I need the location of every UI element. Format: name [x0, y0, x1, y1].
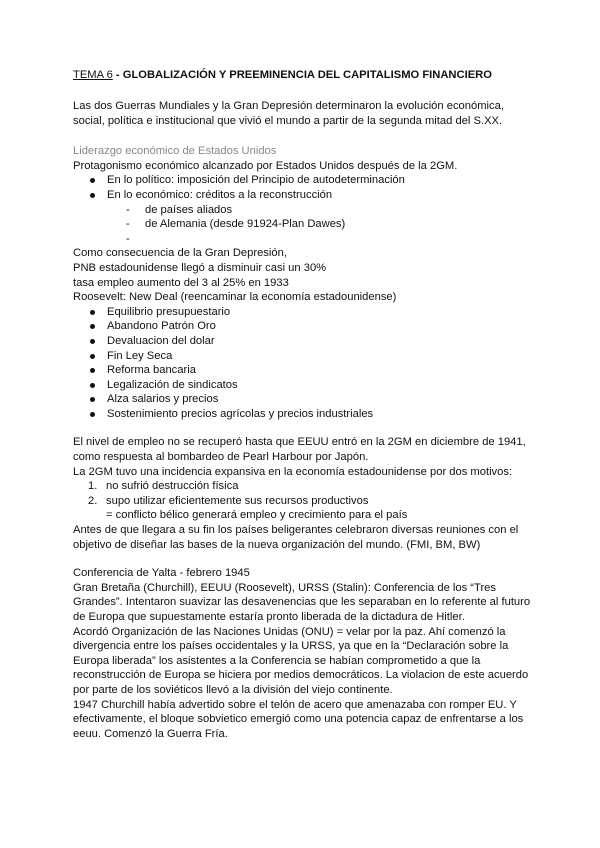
tema-label: TEMA 6 [73, 69, 113, 81]
text-line: tasa empleo aumento del 3 al 25% en 1933 [73, 276, 289, 289]
yalta-paragraph-1: Gran Bretaña (Churchill), EEUU (Roosevelt), URSS (Stalin): Conferencia de los “Tres Grandes”. Intentaron suavizar las desavenencias que les separaban en lo referente al futuro de Europa que supuestamente estaría pronto liberada de la dictadura de Hitler. [73, 581, 531, 623]
list-number: 2. [88, 494, 98, 507]
new-deal-list [73, 305, 532, 422]
list-item: Equilibrio presupuestario [84, 305, 532, 320]
list-number: 1. [88, 480, 98, 493]
empleo-paragraph: El nivel de empleo no se recuperó hasta que EEUU entró en la 2GM en diciembre de 1941, como respuesta al bombardeo de Pearl Harbour por Japón. [73, 436, 526, 464]
creditos-sublist [73, 203, 532, 247]
list-item: Alza salarios y precios [84, 392, 532, 407]
list-item: Fin Ley Seca [84, 349, 532, 364]
list-item [123, 232, 532, 247]
text-line: Como consecuencia de la Gran Depresión, [73, 247, 287, 260]
yalta-paragraph-2: Acordó Organización de las Naciones Unidas (ONU) = velar por la paz. Ahí comenzó la divergencia entre los países occidentales y la URSS, ya que en la “Declaración sobre la Europa liberada” los asistentes a la Conferencia se habían comprometido a que la reconstrucción de Europa se hiciera por medios democráticos. La violacion de este acuerdo por parte de los soviéticos llevó a la división del viejo continente. [73, 625, 529, 696]
text-line: PNB estadounidense llegó a disminuir casi un 30% [73, 261, 327, 274]
text-line: Roosevelt: New Deal (reencaminar la economía estadounidense) [73, 291, 397, 304]
list-item-text: supo utilizar eficientemente sus recursos productivos [106, 494, 369, 507]
list-item-text: no sufrió destrucción física [106, 480, 239, 493]
motivos-note: = conflicto bélico generará empleo y crecimiento para el país [106, 509, 408, 522]
intro-paragraph: Las dos Guerras Mundiales y la Gran Depresión determinaron la evolución económica, social, política e institucional que vivió el mundo a partir de la segunda mitad del S.XX. [73, 100, 504, 127]
list-item: Sostenimiento precios agrícolas y precios industriales [84, 407, 532, 422]
liderazgo-lead: Protagonismo económico alcanzado por Estados Unidos después de la 2GM. [73, 159, 458, 172]
section-heading-yalta: Conferencia de Yalta - febrero 1945 [73, 567, 250, 580]
list-item: En lo económico: créditos a la reconstrucción [84, 188, 532, 203]
list-item: En lo político: imposición del Principio de autodeterminación [84, 173, 532, 188]
reuniones-paragraph: Antes de que llegara a su fin los países beligerantes celebraron diversas reuniones con el objetivo de diseñar las bases de la nueva organización del mundo. (FMI, BM, BW) [73, 524, 519, 551]
list-item [88, 479, 532, 494]
list-item: Abandono Patrón Oro [84, 319, 532, 334]
section-heading-liderazgo: Liderazgo económico de Estados Unidos [73, 145, 277, 158]
motivos-list [73, 479, 532, 508]
list-item: Legalización de sindicatos [84, 378, 532, 393]
list-item: Reforma bancaria [84, 363, 532, 378]
title-text: - GLOBALIZACIÓN Y PREEMINENCIA DEL CAPITALISMO FINANCIERO [112, 69, 492, 81]
list-item [88, 494, 532, 509]
motivos-intro: La 2GM tuvo una incidencia expansiva en la economía estadounidense por dos motivos: [73, 465, 513, 478]
page-title [73, 68, 532, 82]
list-item: - de Alemania (desde 91924-Plan Dawes) [123, 217, 532, 232]
yalta-paragraph-3: 1947 Churchill había advertido sobre el telón de acero que amenazaba con romper EU. Y efectivamente, el bloque sobvietico emergió como una potencia capaz de enfrentarse a los eeuu. Comenzó la Guerra Fría. [73, 698, 524, 740]
politica-economica-list [73, 173, 532, 202]
list-item: Devaluacion del dolar [84, 334, 532, 349]
list-item: - de países aliados [123, 203, 532, 218]
